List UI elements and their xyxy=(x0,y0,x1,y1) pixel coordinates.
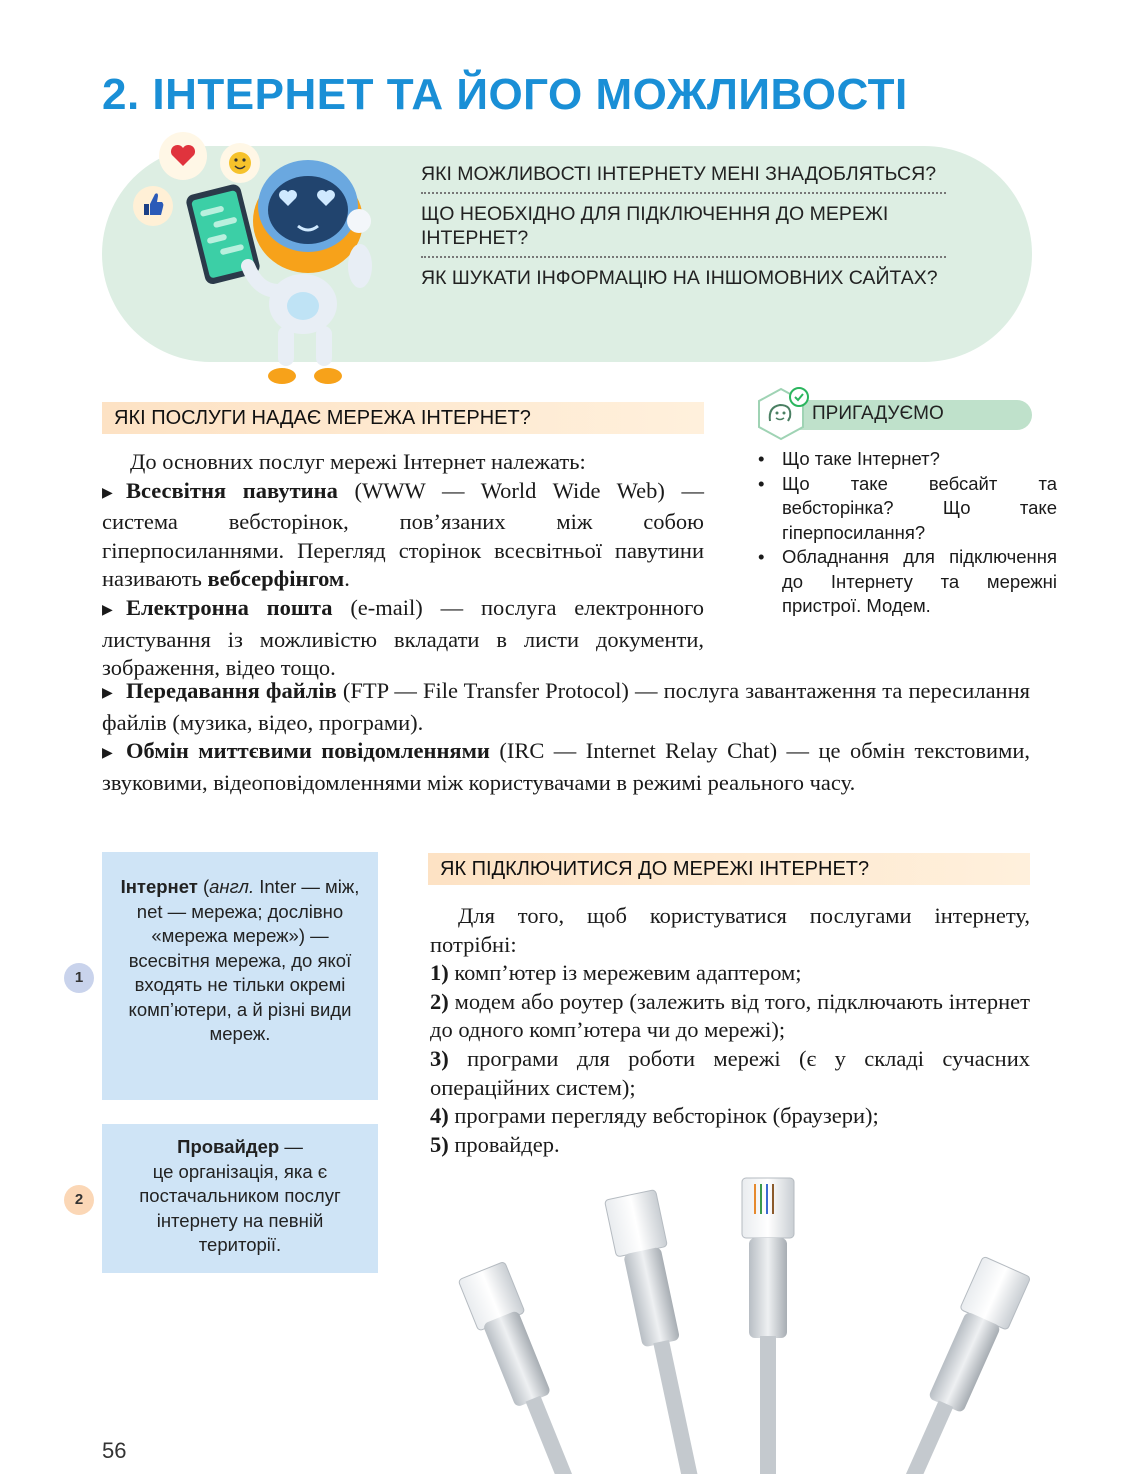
service-item: ▶ Обмін миттєвими повідомленнями (IRC — Internet Relay Chat) — це обмін текстовими, звуковими, відеоповідомленнями між користувачами в режимі реального часу. xyxy=(102,738,1031,795)
definition-text: Інтернет (англ. Inter — між, net — мережа; дослівно «мережа мереж») — всесвітня мережа, до якої входять не тільки окремі комп’ютери, а й різні види мереж. xyxy=(120,876,360,1044)
remember-head-icon xyxy=(752,385,810,443)
question-item: ЯКІ МОЖЛИВОСТІ ІНТЕРНЕТУ МЕНІ ЗНАДОБЛЯТЬСЯ? xyxy=(421,163,937,185)
definition-number-badge: 1 xyxy=(64,963,94,993)
page-title: 2. ІНТЕРНЕТ ТА ЙОГО МОЖЛИВОСТІ xyxy=(102,70,908,119)
triangle-bullet-icon: ▶ xyxy=(102,602,113,618)
services-intro: До основних послуг мережі Інтернет належать: xyxy=(130,449,586,474)
remember-item: • Що таке Інтернет? xyxy=(782,447,1057,472)
heart-bubble-icon xyxy=(159,132,207,180)
definition-box-internet xyxy=(102,852,378,1100)
services-body-wide xyxy=(102,677,1030,797)
remember-item: • Що таке вебсайт та вебсторінка? Що таке гіперпосилання? xyxy=(782,472,1057,546)
definition-number-badge: 2 xyxy=(64,1185,94,1215)
smile-bubble-icon xyxy=(220,143,260,183)
connect-intro: Для того, щоб користуватися послугами інтернету, потрібні: xyxy=(430,903,1030,957)
question-item: ЩО НЕОБХІДНО ДЛЯ ПІДКЛЮЧЕННЯ ДО МЕРЕЖІ ІНТЕРНЕТ? xyxy=(421,192,946,256)
service-item: ▶ Передавання файлів (FTP — File Transfer Protocol) — послуга завантаження та пересилання файлів (музика, відео, програми). xyxy=(102,678,1030,735)
remember-item: • Обладнання для підключення до Інтернету та мережні пристрої. Модем. xyxy=(782,545,1057,619)
question-item: ЯК ШУКАТИ ІНФОРМАЦІЮ НА ІНШОМОВНИХ САЙТАХ? xyxy=(421,256,946,296)
triangle-bullet-icon: ▶ xyxy=(102,686,113,701)
service-item: ▶ Електронна пошта (e-mail) — послуга електронного листування із можливістю вкладати в листи документи, зображення, відео тощо. xyxy=(102,594,705,681)
connect-item: 3) програми для роботи мережі (є у складі сучасних операційних систем); xyxy=(430,1045,1030,1100)
page-number: 56 xyxy=(102,1438,127,1463)
remember-list xyxy=(758,447,1057,619)
remember-label: ПРИГАДУЄМО xyxy=(812,403,944,424)
definition-text: Провайдер — це організація, яка є постачальником послуг інтернету на певній території. xyxy=(139,1136,341,1255)
connect-heading: ЯК ПІДКЛЮЧИТИСЯ ДО МЕРЕЖІ ІНТЕРНЕТ? xyxy=(428,853,1030,885)
questions-list xyxy=(421,160,946,296)
service-item: ▶ Всесвітня павутина (WWW — World Wide Web) — система вебсторінок, пов’язаних між собою гіперпосиланнями. Перегляд сторінок всесвітньої павутини називають вебсерфінгом. xyxy=(102,477,704,592)
robot-illustration xyxy=(128,126,378,386)
connect-item: 5) провайдер. xyxy=(430,1131,560,1157)
connect-item: 1) комп’ютер із мережевим адаптером; xyxy=(430,960,802,986)
triangle-bullet-icon: ▶ xyxy=(102,746,113,762)
services-heading: ЯКІ ПОСЛУГИ НАДАЄ МЕРЕЖА ІНТЕРНЕТ? xyxy=(102,402,704,434)
definition-box-provider xyxy=(102,1124,378,1273)
services-body-narrow xyxy=(102,448,704,683)
connect-item: 2) модем або роутер (залежить від того, підключають інтернет до одного комп’ютера чи до мережі); xyxy=(430,988,1030,1043)
triangle-bullet-icon: ▶ xyxy=(102,485,113,501)
connect-body xyxy=(430,902,1030,1159)
ethernet-cables-image xyxy=(440,1170,1060,1474)
connect-item: 4) програми перегляду вебсторінок (браузери); xyxy=(430,1103,879,1129)
like-bubble-icon xyxy=(133,186,173,226)
